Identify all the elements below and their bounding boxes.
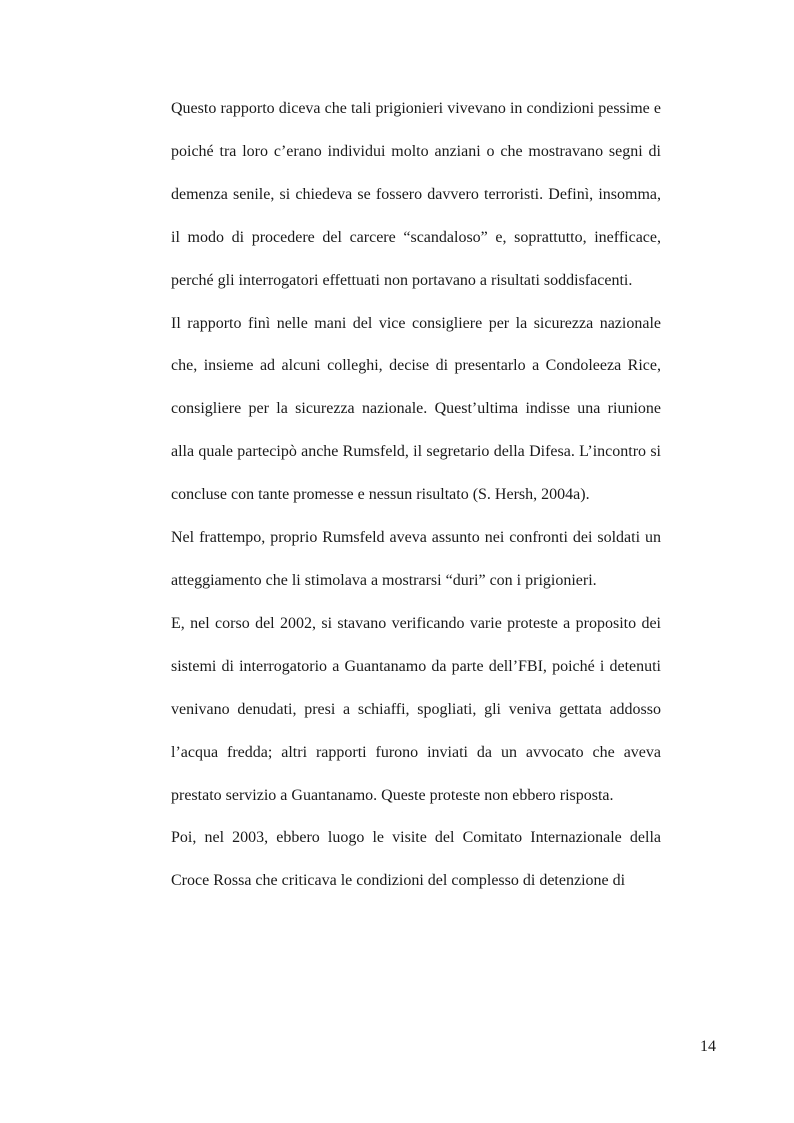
paragraph: E, nel corso del 2002, si stavano verificando varie proteste a proposito dei sistemi di interrogatorio a Guantanamo da parte dell’FBI, poiché i detenuti venivano denudati, presi a schiaffi, spogliati, gli veniva gettata addosso l’acqua fredda; altri rapporti furono inviati da un avvocato che aveva prestato servizio a Guantanamo. Queste proteste non ebbero risposta. (171, 614, 661, 804)
paragraph: Nel frattempo, proprio Rumsfeld aveva assunto nei confronti dei soldati un atteggiamento che li stimolava a mostrarsi “duri” con i prigionieri. (171, 529, 661, 589)
document-body (171, 88, 661, 903)
paragraph: Questo rapporto diceva che tali prigionieri vivevano in condizioni pessime e poiché tra loro c’erano individui molto anziani o che mostravano segni di demenza senile, si chiedeva se fossero davvero terroristi. Definì, insomma, il modo di procedere del carcere “scandaloso” e, soprattutto, inefficace, perché gli interrogatori effettuati non portavano a risultati soddisfacenti. (171, 100, 661, 289)
page-number: 14 (700, 1038, 716, 1055)
paragraph: Poi, nel 2003, ebbero luogo le visite del Comitato Internazionale della Croce Rossa che criticava le condizioni del complesso di detenzione di (171, 829, 661, 890)
paragraph: Il rapporto finì nelle mani del vice consigliere per la sicurezza nazionale che, insieme ad alcuni colleghi, decise di presentarlo a Condoleeza Rice, consigliere per la sicurezza nazionale. Quest’ultima indisse una riunione alla quale partecipò anche Rumsfeld, il segretario della Difesa. L’incontro si concluse con tante promesse e nessun risultato (S. Hersh, 2004a). (171, 314, 661, 504)
